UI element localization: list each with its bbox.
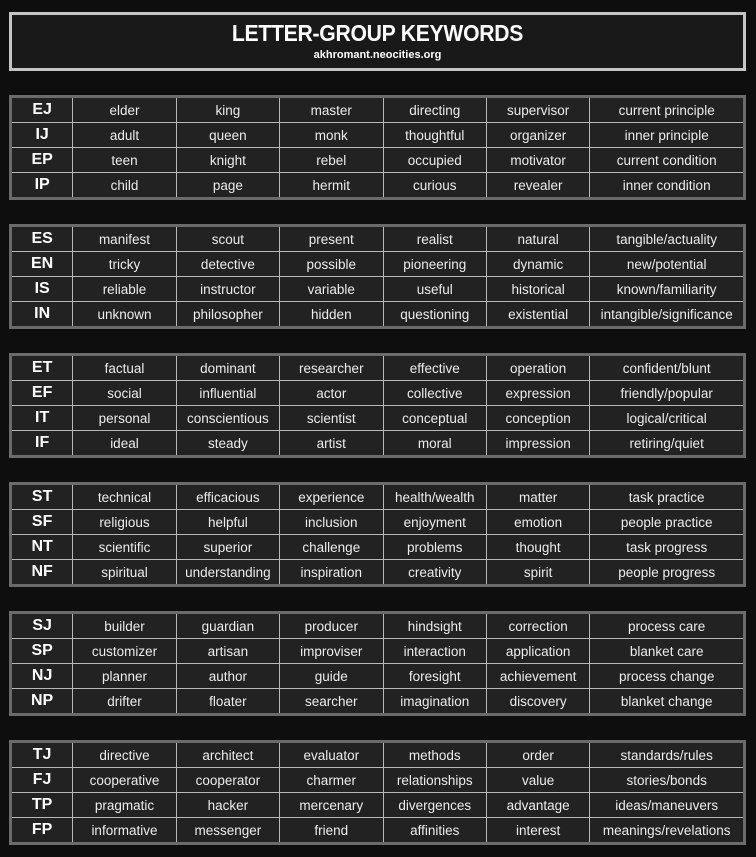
keyword-cell: producer	[280, 613, 383, 639]
keyword-cell: tangible/actuality	[590, 226, 745, 252]
keyword-cell: instructor	[176, 277, 279, 302]
keyword-cell: value	[486, 768, 589, 793]
keyword-cell: guide	[280, 664, 383, 689]
keyword-cell: task practice	[590, 484, 745, 510]
keyword-cell: adult	[73, 123, 176, 148]
keyword-cell: effective	[383, 355, 486, 381]
keyword-cell: spiritual	[73, 560, 176, 586]
letter-group-code: EP	[11, 148, 73, 173]
keyword-cell: mercenary	[280, 793, 383, 818]
keyword-cell: challenge	[280, 535, 383, 560]
keyword-cell: hacker	[176, 793, 279, 818]
letter-group-code: SP	[11, 639, 73, 664]
table-row	[11, 535, 745, 560]
keyword-cell: researcher	[280, 355, 383, 381]
keyword-cell: supervisor	[486, 97, 589, 123]
letter-group-code: IP	[11, 173, 73, 199]
letter-group-code: FP	[11, 818, 73, 844]
keyword-cell: discovery	[486, 689, 589, 715]
letter-group-code: IT	[11, 406, 73, 431]
keyword-cell: spirit	[486, 560, 589, 586]
table-row	[11, 613, 745, 639]
keyword-cell: known/familiarity	[590, 277, 745, 302]
keyword-cell: drifter	[73, 689, 176, 715]
keyword-cell: manifest	[73, 226, 176, 252]
keyword-cell: achievement	[486, 664, 589, 689]
keyword-cell: cooperative	[73, 768, 176, 793]
keyword-cell: master	[280, 97, 383, 123]
keyword-cell: variable	[280, 277, 383, 302]
keyword-cell: imagination	[383, 689, 486, 715]
keyword-cell: friendly/popular	[590, 381, 745, 406]
keyword-cell: questioning	[383, 302, 486, 328]
keyword-cell: affinities	[383, 818, 486, 844]
keyword-cell: natural	[486, 226, 589, 252]
table-row	[11, 97, 745, 123]
table-row	[11, 148, 745, 173]
keyword-cell: people practice	[590, 510, 745, 535]
table-row	[11, 639, 745, 664]
keyword-cell: guardian	[176, 613, 279, 639]
keyword-cell: technical	[73, 484, 176, 510]
keyword-cell: foresight	[383, 664, 486, 689]
keyword-cell: experience	[280, 484, 383, 510]
keyword-cell: messenger	[176, 818, 279, 844]
keyword-group-table	[9, 482, 746, 587]
keyword-cell: motivator	[486, 148, 589, 173]
letter-group-code: SF	[11, 510, 73, 535]
keyword-cell: expression	[486, 381, 589, 406]
keyword-cell: impression	[486, 431, 589, 457]
keyword-cell: hindsight	[383, 613, 486, 639]
keyword-cell: ideal	[73, 431, 176, 457]
letter-group-code: NJ	[11, 664, 73, 689]
keyword-cell: queen	[176, 123, 279, 148]
keyword-cell: religious	[73, 510, 176, 535]
keyword-cell: child	[73, 173, 176, 199]
keyword-cell: understanding	[176, 560, 279, 586]
keyword-cell: author	[176, 664, 279, 689]
table-row	[11, 768, 745, 793]
keyword-cell: social	[73, 381, 176, 406]
keyword-cell: directive	[73, 742, 176, 768]
keyword-group-table	[9, 740, 746, 845]
keyword-cell: advantage	[486, 793, 589, 818]
keyword-cell: influential	[176, 381, 279, 406]
keyword-cell: conception	[486, 406, 589, 431]
keyword-cell: inspiration	[280, 560, 383, 586]
table-row	[11, 226, 745, 252]
table-row	[11, 484, 745, 510]
keyword-cell: current principle	[590, 97, 745, 123]
table-row	[11, 742, 745, 768]
keyword-cell: evaluator	[280, 742, 383, 768]
letter-group-code: EN	[11, 252, 73, 277]
keyword-cell: process change	[590, 664, 745, 689]
table-row	[11, 406, 745, 431]
keyword-cell: inclusion	[280, 510, 383, 535]
keyword-cell: inner principle	[590, 123, 745, 148]
keyword-cell: people progress	[590, 560, 745, 586]
table-row	[11, 664, 745, 689]
keyword-cell: reliable	[73, 277, 176, 302]
keyword-cell: pioneering	[383, 252, 486, 277]
keyword-cell: knight	[176, 148, 279, 173]
keyword-cell: present	[280, 226, 383, 252]
keyword-cell: methods	[383, 742, 486, 768]
keyword-cell: hermit	[280, 173, 383, 199]
letter-group-code: ST	[11, 484, 73, 510]
table-row	[11, 510, 745, 535]
keyword-cell: philosopher	[176, 302, 279, 328]
keyword-cell: ideas/maneuvers	[590, 793, 745, 818]
table-row	[11, 252, 745, 277]
letter-group-code: EF	[11, 381, 73, 406]
letter-group-code: IF	[11, 431, 73, 457]
keyword-cell: stories/bonds	[590, 768, 745, 793]
table-row	[11, 689, 745, 715]
keyword-cell: inner condition	[590, 173, 745, 199]
table-row	[11, 302, 745, 328]
keyword-group-table	[9, 95, 746, 200]
keyword-cell: blanket change	[590, 689, 745, 715]
keyword-cell: floater	[176, 689, 279, 715]
keyword-cell: divergences	[383, 793, 486, 818]
keyword-cell: intangible/significance	[590, 302, 745, 328]
keyword-cell: thoughtful	[383, 123, 486, 148]
table-row	[11, 123, 745, 148]
letter-group-code: FJ	[11, 768, 73, 793]
keyword-cell: friend	[280, 818, 383, 844]
keyword-cell: king	[176, 97, 279, 123]
keyword-cell: scout	[176, 226, 279, 252]
page-header	[9, 12, 746, 71]
keyword-cell: existential	[486, 302, 589, 328]
keyword-cell: helpful	[176, 510, 279, 535]
keyword-cell: historical	[486, 277, 589, 302]
letter-group-code: ET	[11, 355, 73, 381]
letter-group-code: NP	[11, 689, 73, 715]
site-credit: akhromant.neocities.org	[313, 49, 442, 61]
keyword-cell: confident/blunt	[590, 355, 745, 381]
keyword-cell: organizer	[486, 123, 589, 148]
keyword-cell: cooperator	[176, 768, 279, 793]
keyword-cell: health/wealth	[383, 484, 486, 510]
keyword-cell: elder	[73, 97, 176, 123]
letter-group-code: NT	[11, 535, 73, 560]
keyword-cell: conceptual	[383, 406, 486, 431]
keyword-cell: artisan	[176, 639, 279, 664]
letter-group-code: IJ	[11, 123, 73, 148]
table-row	[11, 173, 745, 199]
table-row	[11, 277, 745, 302]
keyword-cell: detective	[176, 252, 279, 277]
letter-group-code: IS	[11, 277, 73, 302]
keyword-cell: emotion	[486, 510, 589, 535]
keyword-cell: occupied	[383, 148, 486, 173]
keyword-cell: dynamic	[486, 252, 589, 277]
keyword-cell: unknown	[73, 302, 176, 328]
keyword-cell: teen	[73, 148, 176, 173]
table-row	[11, 381, 745, 406]
keyword-cell: process care	[590, 613, 745, 639]
table-row	[11, 431, 745, 457]
keyword-group-table	[9, 353, 746, 458]
keyword-cell: interaction	[383, 639, 486, 664]
keyword-cell: scientist	[280, 406, 383, 431]
table-row	[11, 818, 745, 844]
keyword-cell: searcher	[280, 689, 383, 715]
keyword-cell: superior	[176, 535, 279, 560]
keyword-cell: possible	[280, 252, 383, 277]
letter-group-code: TP	[11, 793, 73, 818]
page-title: LETTER-GROUP KEYWORDS	[231, 20, 524, 46]
keyword-cell: directing	[383, 97, 486, 123]
letter-group-code: IN	[11, 302, 73, 328]
keyword-cell: problems	[383, 535, 486, 560]
letter-group-code: TJ	[11, 742, 73, 768]
keyword-cell: useful	[383, 277, 486, 302]
keyword-cell: moral	[383, 431, 486, 457]
keyword-cell: actor	[280, 381, 383, 406]
keyword-cell: scientific	[73, 535, 176, 560]
letter-group-code: ES	[11, 226, 73, 252]
keyword-cell: collective	[383, 381, 486, 406]
keyword-cell: relationships	[383, 768, 486, 793]
keyword-cell: revealer	[486, 173, 589, 199]
keyword-cell: informative	[73, 818, 176, 844]
keyword-cell: new/potential	[590, 252, 745, 277]
keyword-cell: pragmatic	[73, 793, 176, 818]
keyword-cell: architect	[176, 742, 279, 768]
keyword-cell: matter	[486, 484, 589, 510]
keyword-cell: task progress	[590, 535, 745, 560]
letter-group-code: EJ	[11, 97, 73, 123]
keyword-cell: blanket care	[590, 639, 745, 664]
keyword-cell: logical/critical	[590, 406, 745, 431]
keyword-cell: correction	[486, 613, 589, 639]
keyword-cell: monk	[280, 123, 383, 148]
keyword-cell: charmer	[280, 768, 383, 793]
keyword-cell: curious	[383, 173, 486, 199]
keyword-cell: steady	[176, 431, 279, 457]
keyword-cell: hidden	[280, 302, 383, 328]
keyword-cell: factual	[73, 355, 176, 381]
keyword-cell: operation	[486, 355, 589, 381]
keyword-cell: dominant	[176, 355, 279, 381]
keyword-cell: personal	[73, 406, 176, 431]
keyword-cell: retiring/quiet	[590, 431, 745, 457]
keyword-cell: builder	[73, 613, 176, 639]
keyword-cell: realist	[383, 226, 486, 252]
keyword-cell: rebel	[280, 148, 383, 173]
keyword-cell: enjoyment	[383, 510, 486, 535]
keyword-cell: current condition	[590, 148, 745, 173]
keyword-cell: page	[176, 173, 279, 199]
keyword-cell: thought	[486, 535, 589, 560]
keyword-cell: customizer	[73, 639, 176, 664]
letter-group-code: NF	[11, 560, 73, 586]
keyword-cell: creativity	[383, 560, 486, 586]
table-row	[11, 355, 745, 381]
letter-group-code: SJ	[11, 613, 73, 639]
keyword-cell: improviser	[280, 639, 383, 664]
keyword-cell: meanings/revelations	[590, 818, 745, 844]
keyword-cell: application	[486, 639, 589, 664]
keyword-cell: efficacious	[176, 484, 279, 510]
keyword-cell: conscientious	[176, 406, 279, 431]
keyword-cell: artist	[280, 431, 383, 457]
table-row	[11, 793, 745, 818]
table-row	[11, 560, 745, 586]
keyword-group-table	[9, 611, 746, 716]
keyword-cell: order	[486, 742, 589, 768]
keyword-cell: tricky	[73, 252, 176, 277]
keyword-group-table	[9, 224, 746, 329]
keyword-cell: planner	[73, 664, 176, 689]
keyword-cell: interest	[486, 818, 589, 844]
keyword-cell: standards/rules	[590, 742, 745, 768]
